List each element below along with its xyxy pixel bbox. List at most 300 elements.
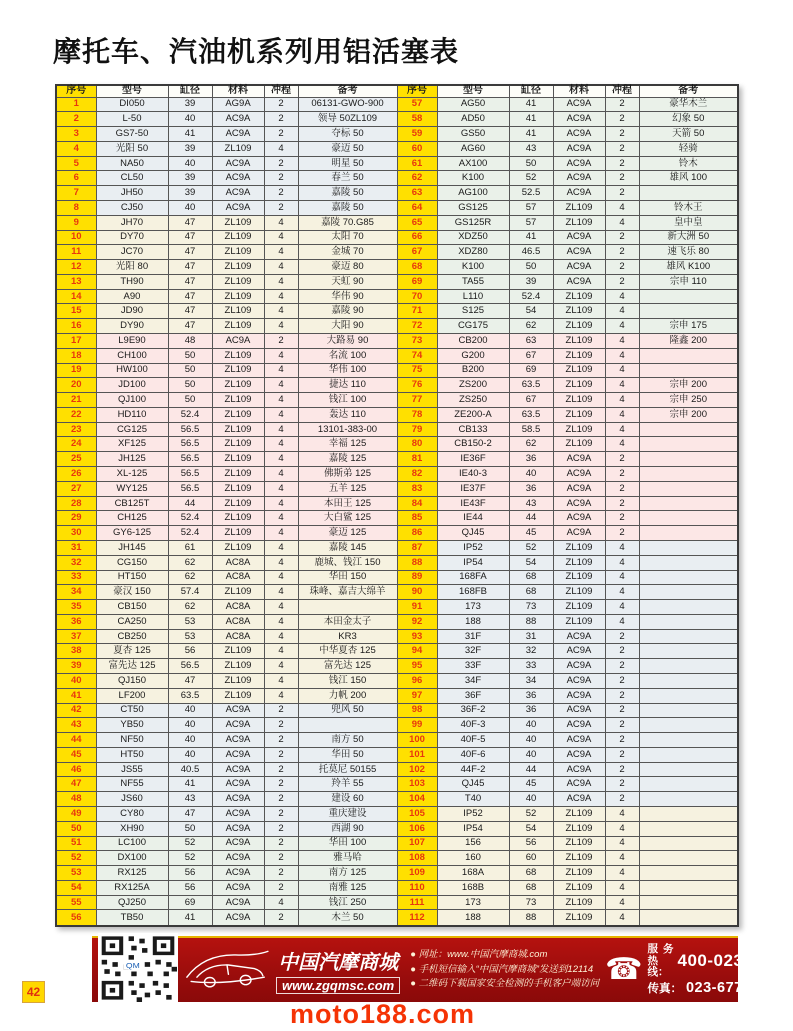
cell-material: ZL109 xyxy=(553,393,605,408)
cell-material: ZL109 xyxy=(553,570,605,585)
cell-index: 87 xyxy=(397,540,437,555)
cell-stroke: 4 xyxy=(264,215,298,230)
cell-index: 10 xyxy=(56,230,96,245)
cell-stroke: 4 xyxy=(264,644,298,659)
cell-remark: 宗申 200 xyxy=(639,378,738,393)
cell-stroke: 2 xyxy=(264,186,298,201)
cell-model: YB50 xyxy=(96,718,168,733)
cell-remark: 天箭 50 xyxy=(639,127,738,142)
cell-stroke: 4 xyxy=(605,393,639,408)
cell-stroke: 4 xyxy=(264,688,298,703)
cell-material: AC9A xyxy=(212,747,264,762)
cell-bore: 63.5 xyxy=(509,378,553,393)
cell-model: DY90 xyxy=(96,319,168,334)
cell-model: CG175 xyxy=(437,319,509,334)
cell-remark: 钱江 250 xyxy=(298,895,397,910)
cell-bore: 53 xyxy=(168,629,212,644)
cell-stroke: 2 xyxy=(605,703,639,718)
cell-model: GS7-50 xyxy=(96,127,168,142)
cell-stroke: 2 xyxy=(264,747,298,762)
hotline-number: 400-023-5959 xyxy=(677,951,790,971)
cell-stroke: 2 xyxy=(605,526,639,541)
table-row xyxy=(56,97,738,112)
cell-bore: 52.4 xyxy=(509,289,553,304)
cell-material: ZL109 xyxy=(212,348,264,363)
cell-model: NA50 xyxy=(96,156,168,171)
cell-index: 42 xyxy=(56,703,96,718)
cell-index: 8 xyxy=(56,200,96,215)
cell-index: 106 xyxy=(397,821,437,836)
cell-stroke: 4 xyxy=(605,289,639,304)
cell-remark: 钱江 100 xyxy=(298,393,397,408)
cell-index: 3 xyxy=(56,127,96,142)
cell-bore: 52.4 xyxy=(168,511,212,526)
cell-index: 20 xyxy=(56,378,96,393)
cell-stroke: 4 xyxy=(605,836,639,851)
cell-material: AC9A xyxy=(212,777,264,792)
cell-remark xyxy=(639,186,738,201)
cell-bore: 41 xyxy=(509,97,553,112)
cell-material: ZL109 xyxy=(553,895,605,910)
cell-model: 188 xyxy=(437,614,509,629)
cell-stroke: 4 xyxy=(264,348,298,363)
cell-material: AC9A xyxy=(553,230,605,245)
cell-stroke: 4 xyxy=(605,407,639,422)
cell-model: CH125 xyxy=(96,511,168,526)
cell-bore: 36 xyxy=(509,452,553,467)
cell-remark: 羚羊 55 xyxy=(298,777,397,792)
cell-bore: 56 xyxy=(168,866,212,881)
cell-bore: 67 xyxy=(509,348,553,363)
table-row xyxy=(56,703,738,718)
cell-model: DY70 xyxy=(96,230,168,245)
table-row xyxy=(56,688,738,703)
cell-remark: 建设 60 xyxy=(298,792,397,807)
cell-remark xyxy=(639,526,738,541)
cell-remark xyxy=(639,880,738,895)
cell-material: ZL109 xyxy=(212,260,264,275)
cell-material: AC9A xyxy=(212,703,264,718)
cell-material: AC9A xyxy=(212,127,264,142)
cell-bore: 40 xyxy=(509,467,553,482)
moto-site-text: moto188.com xyxy=(289,999,476,1029)
cell-stroke: 2 xyxy=(264,127,298,142)
cell-material: AC9A xyxy=(553,762,605,777)
cell-index: 55 xyxy=(56,895,96,910)
cell-bore: 61 xyxy=(168,540,212,555)
cell-material: ZL109 xyxy=(212,467,264,482)
cell-model: HT50 xyxy=(96,747,168,762)
cell-stroke: 2 xyxy=(264,200,298,215)
cell-stroke: 2 xyxy=(605,733,639,748)
table-row xyxy=(56,230,738,245)
cell-index: 21 xyxy=(56,393,96,408)
cell-bore: 56.5 xyxy=(168,437,212,452)
table-row xyxy=(56,585,738,600)
cell-material: AC9A xyxy=(553,733,605,748)
cell-model: JC70 xyxy=(96,245,168,260)
page-number-badge: 42 xyxy=(22,981,45,1003)
cell-remark: 托莫尼 50155 xyxy=(298,762,397,777)
cell-index: 83 xyxy=(397,481,437,496)
cell-index: 12 xyxy=(56,260,96,275)
cell-index: 67 xyxy=(397,245,437,260)
cell-stroke: 4 xyxy=(264,511,298,526)
cell-index: 94 xyxy=(397,644,437,659)
cell-index: 63 xyxy=(397,186,437,201)
cell-material: AC9A xyxy=(553,777,605,792)
cell-model: 168FA xyxy=(437,570,509,585)
cell-stroke: 4 xyxy=(264,289,298,304)
cell-model: JS60 xyxy=(96,792,168,807)
cell-remark: 兜风 50 xyxy=(298,703,397,718)
cell-stroke: 2 xyxy=(605,718,639,733)
table-head xyxy=(56,85,738,97)
cell-model: 光阳 50 xyxy=(96,141,168,156)
cell-model: QJ45 xyxy=(437,526,509,541)
cell-bore: 56 xyxy=(168,644,212,659)
cell-index: 22 xyxy=(56,407,96,422)
cell-index: 78 xyxy=(397,407,437,422)
column-header-stroke: 冲程 xyxy=(264,85,298,97)
cell-material: ZL109 xyxy=(212,422,264,437)
cell-index: 26 xyxy=(56,467,96,482)
cell-remark: 珠峰、嘉吉大绵羊 xyxy=(298,585,397,600)
column-header-stroke: 冲程 xyxy=(605,85,639,97)
cell-stroke: 4 xyxy=(264,319,298,334)
column-header-bore: 缸径 xyxy=(509,85,553,97)
cell-remark: 嘉陵 50 xyxy=(298,200,397,215)
cell-material: ZL109 xyxy=(212,215,264,230)
cell-material: AC9A xyxy=(212,851,264,866)
cell-model: 156 xyxy=(437,836,509,851)
cell-material: AC9A xyxy=(553,127,605,142)
cell-remark: 领导 50ZL109 xyxy=(298,112,397,127)
cell-stroke: 2 xyxy=(264,718,298,733)
fax-label: 传真： xyxy=(647,982,682,995)
cell-material: AC8A xyxy=(212,614,264,629)
cell-material: ZL109 xyxy=(553,407,605,422)
cell-remark: 力帆 200 xyxy=(298,688,397,703)
table-row xyxy=(56,452,738,467)
cell-stroke: 2 xyxy=(605,127,639,142)
cell-material: ZL109 xyxy=(212,673,264,688)
table-row xyxy=(56,511,738,526)
cell-stroke: 4 xyxy=(264,452,298,467)
table-row xyxy=(56,866,738,881)
table-row xyxy=(56,378,738,393)
cell-model: CL50 xyxy=(96,171,168,186)
cell-bore: 34 xyxy=(509,673,553,688)
cell-remark: 宗申 175 xyxy=(639,319,738,334)
cell-bore: 56 xyxy=(509,836,553,851)
cell-index: 9 xyxy=(56,215,96,230)
cell-stroke: 4 xyxy=(605,851,639,866)
cell-model: DX100 xyxy=(96,851,168,866)
cell-index: 47 xyxy=(56,777,96,792)
cell-material: AC9A xyxy=(553,97,605,112)
cell-model: IP52 xyxy=(437,807,509,822)
cell-bore: 63 xyxy=(509,334,553,349)
cell-model: AG60 xyxy=(437,141,509,156)
cell-material: ZL109 xyxy=(212,363,264,378)
cell-remark xyxy=(639,363,738,378)
cell-remark xyxy=(639,688,738,703)
cell-model: XDZ80 xyxy=(437,245,509,260)
cell-remark xyxy=(639,644,738,659)
page-title: 摩托车、汽油机系列用铝活塞表 xyxy=(53,36,460,67)
cell-stroke: 2 xyxy=(605,230,639,245)
cell-stroke: 4 xyxy=(605,348,639,363)
cell-model: AD50 xyxy=(437,112,509,127)
cell-bore: 41 xyxy=(168,777,212,792)
cell-remark xyxy=(639,422,738,437)
cell-remark: 雄风 100 xyxy=(639,171,738,186)
cell-model: QJ150 xyxy=(96,673,168,688)
cell-material: ZL109 xyxy=(212,496,264,511)
column-header-material: 材料 xyxy=(553,85,605,97)
cell-bore: 56.5 xyxy=(168,467,212,482)
cell-index: 1 xyxy=(56,97,96,112)
cell-material: ZL109 xyxy=(553,215,605,230)
cell-bore: 69 xyxy=(509,363,553,378)
table-row xyxy=(56,733,738,748)
cell-remark xyxy=(639,703,738,718)
cell-bore: 40 xyxy=(168,718,212,733)
cell-model: S125 xyxy=(437,304,509,319)
cell-material: AC9A xyxy=(212,821,264,836)
cell-index: 79 xyxy=(397,422,437,437)
cell-material: ZL109 xyxy=(212,644,264,659)
cell-material: AC9A xyxy=(212,910,264,926)
cell-model: 光阳 80 xyxy=(96,260,168,275)
cell-remark xyxy=(639,792,738,807)
cell-bore: 52 xyxy=(509,171,553,186)
cell-remark: 豪迈 125 xyxy=(298,526,397,541)
cell-index: 111 xyxy=(397,895,437,910)
cell-model: CH100 xyxy=(96,348,168,363)
cell-remark xyxy=(639,659,738,674)
cell-bore: 47 xyxy=(168,304,212,319)
cell-model: NF50 xyxy=(96,733,168,748)
cell-index: 70 xyxy=(397,289,437,304)
cell-material: AC9A xyxy=(553,245,605,260)
cell-stroke: 4 xyxy=(605,807,639,822)
cell-model: IE40-3 xyxy=(437,467,509,482)
cell-stroke: 4 xyxy=(264,496,298,511)
cell-remark: 五羊 125 xyxy=(298,481,397,496)
cell-stroke: 2 xyxy=(605,481,639,496)
cell-model: CA250 xyxy=(96,614,168,629)
cell-model: CJ50 xyxy=(96,200,168,215)
cell-index: 58 xyxy=(397,112,437,127)
cell-model: HD110 xyxy=(96,407,168,422)
table-row xyxy=(56,762,738,777)
cell-model: 32F xyxy=(437,644,509,659)
cell-remark xyxy=(639,673,738,688)
table-row xyxy=(56,895,738,910)
cell-stroke: 4 xyxy=(264,555,298,570)
cell-bore: 63.5 xyxy=(509,407,553,422)
cell-material: ZL109 xyxy=(553,289,605,304)
table-row xyxy=(56,718,738,733)
cell-stroke: 4 xyxy=(264,526,298,541)
cell-bore: 54 xyxy=(509,304,553,319)
cell-bore: 52.4 xyxy=(168,526,212,541)
cell-material: AC9A xyxy=(553,467,605,482)
cell-stroke: 4 xyxy=(605,304,639,319)
column-header-index: 序号 xyxy=(56,85,96,97)
cell-stroke: 2 xyxy=(605,97,639,112)
cell-stroke: 4 xyxy=(264,895,298,910)
cell-material: ZL109 xyxy=(212,319,264,334)
cell-stroke: 4 xyxy=(264,540,298,555)
cell-bore: 50 xyxy=(168,363,212,378)
cell-remark: 豪迈 80 xyxy=(298,260,397,275)
cell-model: 40F-5 xyxy=(437,733,509,748)
cell-bore: 57 xyxy=(509,200,553,215)
table-row xyxy=(56,673,738,688)
cell-model: AG100 xyxy=(437,186,509,201)
cell-model: 31F xyxy=(437,629,509,644)
cell-stroke: 2 xyxy=(264,880,298,895)
cell-remark xyxy=(639,733,738,748)
cell-material: ZL109 xyxy=(212,659,264,674)
cell-stroke: 4 xyxy=(264,363,298,378)
table-row xyxy=(56,319,738,334)
cell-material: AC9A xyxy=(553,156,605,171)
cell-stroke: 4 xyxy=(264,378,298,393)
cell-bore: 43 xyxy=(509,141,553,156)
cell-model: 44F-2 xyxy=(437,762,509,777)
cell-stroke: 4 xyxy=(264,274,298,289)
cell-material: AC9A xyxy=(212,762,264,777)
table-row xyxy=(56,112,738,127)
cell-bore: 56.5 xyxy=(168,452,212,467)
cell-model: WY125 xyxy=(96,481,168,496)
table-row xyxy=(56,363,738,378)
cell-material: ZL109 xyxy=(212,393,264,408)
cell-material: AC8A xyxy=(212,555,264,570)
cell-bore: 40 xyxy=(509,733,553,748)
cell-index: 2 xyxy=(56,112,96,127)
cell-stroke: 4 xyxy=(605,585,639,600)
cell-material: AC9A xyxy=(553,511,605,526)
cell-stroke: 4 xyxy=(605,200,639,215)
cell-bore: 88 xyxy=(509,614,553,629)
cell-model: B200 xyxy=(437,363,509,378)
cell-material: ZL109 xyxy=(553,851,605,866)
cell-remark: 春兰 50 xyxy=(298,171,397,186)
cell-index: 91 xyxy=(397,600,437,615)
cell-model: CB250 xyxy=(96,629,168,644)
cell-stroke: 2 xyxy=(605,171,639,186)
cell-bore: 54 xyxy=(509,821,553,836)
cell-stroke: 2 xyxy=(605,245,639,260)
cell-bore: 41 xyxy=(168,127,212,142)
cell-model: 173 xyxy=(437,600,509,615)
cell-index: 92 xyxy=(397,614,437,629)
cell-model: K100 xyxy=(437,260,509,275)
cell-model: QJ100 xyxy=(96,393,168,408)
cell-index: 95 xyxy=(397,659,437,674)
cell-stroke: 4 xyxy=(264,422,298,437)
cell-bore: 68 xyxy=(509,866,553,881)
cell-material: AC9A xyxy=(212,807,264,822)
footer-bullet-sms: ● 手机短信输入“中国汽摩商城”发送到12114 xyxy=(410,963,594,975)
cell-bore: 52 xyxy=(168,836,212,851)
cell-remark xyxy=(639,718,738,733)
cell-material: AC9A xyxy=(553,171,605,186)
cell-model: IE44 xyxy=(437,511,509,526)
cell-material: AC9A xyxy=(553,496,605,511)
cell-model: GY6-125 xyxy=(96,526,168,541)
cell-remark: 轻骑 xyxy=(639,141,738,156)
cell-bore: 50 xyxy=(509,156,553,171)
cell-stroke: 2 xyxy=(605,792,639,807)
cell-remark: 夺标 50 xyxy=(298,127,397,142)
cell-index: 104 xyxy=(397,792,437,807)
cell-stroke: 2 xyxy=(264,866,298,881)
cell-index: 50 xyxy=(56,821,96,836)
cell-remark xyxy=(639,289,738,304)
table-row xyxy=(56,481,738,496)
cell-stroke: 2 xyxy=(605,659,639,674)
cell-remark: 华田 100 xyxy=(298,836,397,851)
cell-index: 68 xyxy=(397,260,437,275)
cell-remark xyxy=(639,836,738,851)
cell-remark xyxy=(639,585,738,600)
cell-index: 80 xyxy=(397,437,437,452)
cell-model: XDZ50 xyxy=(437,230,509,245)
cell-model: 40F-6 xyxy=(437,747,509,762)
cell-model: 40F-3 xyxy=(437,718,509,733)
cell-material: AC9A xyxy=(553,718,605,733)
column-header-bore: 缸径 xyxy=(168,85,212,97)
cell-stroke: 4 xyxy=(264,585,298,600)
cell-remark: 嘉陵 90 xyxy=(298,304,397,319)
cell-model: CB133 xyxy=(437,422,509,437)
cell-remark xyxy=(639,452,738,467)
cell-bore: 40 xyxy=(168,112,212,127)
cell-material: AC9A xyxy=(553,644,605,659)
cell-index: 54 xyxy=(56,880,96,895)
fax-number: 023-67731065 xyxy=(685,979,786,996)
cell-remark: 幸福 125 xyxy=(298,437,397,452)
cell-stroke: 2 xyxy=(605,644,639,659)
cell-remark: 金城 70 xyxy=(298,245,397,260)
cell-material: ZL109 xyxy=(212,378,264,393)
cell-remark: 南雅 125 xyxy=(298,880,397,895)
cell-material: AC9A xyxy=(212,186,264,201)
cell-material: ZL109 xyxy=(212,688,264,703)
column-header-index: 序号 xyxy=(397,85,437,97)
cell-index: 89 xyxy=(397,570,437,585)
cell-index: 64 xyxy=(397,200,437,215)
cell-bore: 33 xyxy=(509,659,553,674)
cell-bore: 47 xyxy=(168,289,212,304)
cell-model: RX125A xyxy=(96,880,168,895)
cell-index: 74 xyxy=(397,348,437,363)
cell-remark: 13101-383-00 xyxy=(298,422,397,437)
cell-stroke: 2 xyxy=(605,496,639,511)
cell-index: 61 xyxy=(397,156,437,171)
cell-stroke: 2 xyxy=(605,762,639,777)
table-row xyxy=(56,348,738,363)
cell-bore: 40 xyxy=(168,703,212,718)
cell-material: ZL109 xyxy=(553,807,605,822)
cell-remark xyxy=(639,821,738,836)
